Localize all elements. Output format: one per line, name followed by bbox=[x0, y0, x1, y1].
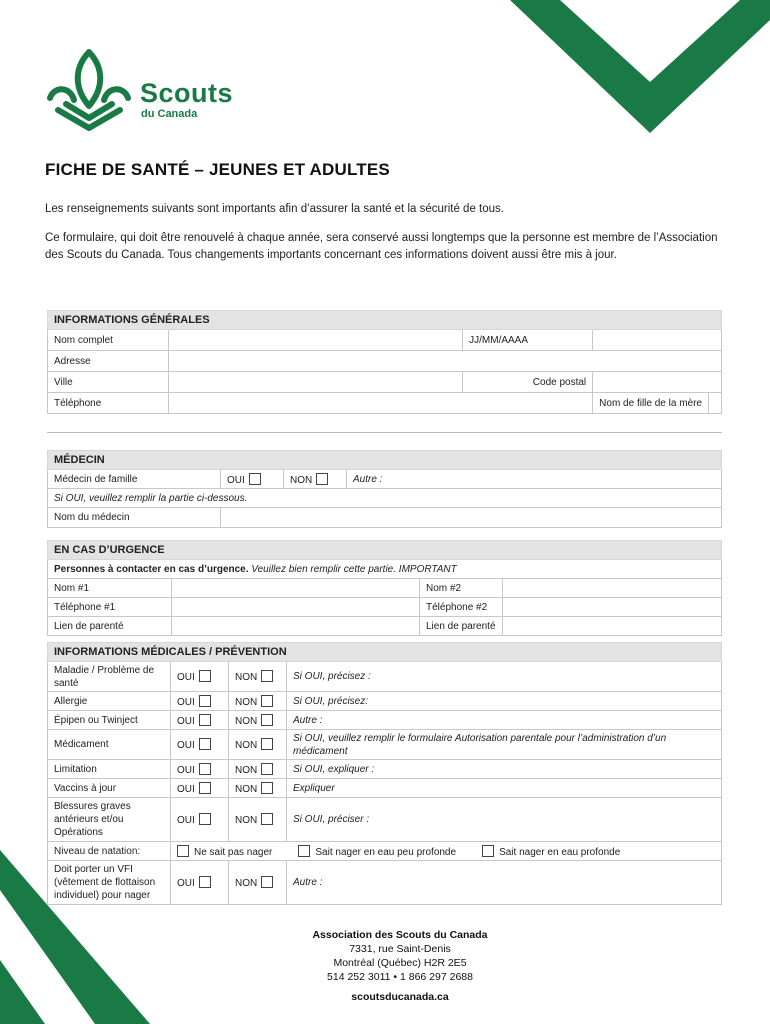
vfi-row bbox=[48, 861, 722, 905]
label-adresse: Adresse bbox=[48, 351, 169, 372]
label-nom-complet: Nom complet bbox=[48, 330, 169, 351]
field-date-naissance[interactable] bbox=[593, 330, 722, 351]
footer-address bbox=[250, 928, 550, 1004]
non-checkbox[interactable] bbox=[261, 670, 273, 682]
medical-non-option[interactable] bbox=[229, 760, 287, 779]
non-label: NON bbox=[235, 672, 258, 683]
medical-row-note[interactable]: Si OUI, préciser : bbox=[287, 798, 722, 842]
non-label: NON bbox=[235, 815, 258, 826]
non-label: NON bbox=[235, 764, 258, 776]
non-checkbox[interactable] bbox=[261, 695, 273, 707]
medecin-table bbox=[47, 450, 722, 528]
medical-non-option[interactable] bbox=[229, 798, 287, 842]
non-checkbox[interactable] bbox=[261, 782, 273, 794]
label-lien-1: Lien de parenté bbox=[48, 617, 172, 636]
oui-label: OUI bbox=[177, 696, 195, 708]
ne-sait-pas-nager-checkbox[interactable] bbox=[177, 845, 189, 857]
field-tel-2[interactable] bbox=[503, 598, 722, 617]
footer-phone: 514 252 3011 • 1 866 297 2688 bbox=[327, 971, 473, 983]
non-label: NON bbox=[290, 474, 313, 486]
urgence-persons-bold: Personnes à contacter en cas d’urgence. bbox=[54, 563, 249, 575]
oui-label: OUI bbox=[177, 715, 195, 727]
non-checkbox[interactable] bbox=[261, 714, 273, 726]
oui-checkbox[interactable] bbox=[199, 876, 211, 888]
section-divider bbox=[47, 432, 722, 433]
footer-website[interactable]: scoutsducanada.ca bbox=[351, 991, 449, 1003]
medical-row bbox=[48, 779, 722, 798]
non-label: NON bbox=[235, 783, 258, 795]
oui-checkbox[interactable] bbox=[199, 813, 211, 825]
brand-name: Scouts bbox=[140, 78, 234, 108]
oui-label: OUI bbox=[177, 783, 195, 795]
oui-label: OUI bbox=[177, 764, 195, 776]
medical-row-label: Maladie / Problème de santé bbox=[48, 662, 171, 692]
field-code-postal[interactable] bbox=[593, 372, 722, 393]
urgence-persons-note: Veuillez bien remplir cette partie. IMPORTANT bbox=[251, 563, 457, 575]
medical-row-note[interactable]: Si OUI, expliquer : bbox=[287, 760, 722, 779]
oui-checkbox[interactable] bbox=[199, 763, 211, 775]
oui-label: OUI bbox=[227, 474, 245, 486]
field-lien-2[interactable] bbox=[503, 617, 722, 636]
oui-checkbox[interactable] bbox=[199, 714, 211, 726]
vfi-label: Doit porter un VFI (vêtement de flottaison individuel) pour nager bbox=[48, 861, 171, 905]
medical-row bbox=[48, 662, 722, 692]
medical-row-note[interactable]: Autre : bbox=[287, 711, 722, 730]
oui-label: OUI bbox=[177, 878, 195, 889]
oui-checkbox[interactable] bbox=[199, 670, 211, 682]
oui-checkbox[interactable] bbox=[199, 782, 211, 794]
intro-paragraph-1: Les renseignements suivants sont importants afin d’assurer la santé et la sécurité de tous. bbox=[45, 203, 504, 215]
oui-label: OUI bbox=[177, 672, 195, 683]
medical-oui-option[interactable] bbox=[171, 730, 229, 760]
brand-subtitle: du Canada bbox=[141, 108, 198, 120]
ne-sait-pas-nager-label: Ne sait pas nager bbox=[194, 846, 273, 858]
medical-row-label: Allergie bbox=[48, 692, 171, 711]
medecin-autre[interactable]: Autre : bbox=[347, 470, 722, 489]
label-nom-fille-mere: Nom de fille de la mère bbox=[593, 393, 709, 414]
page-title: FICHE DE SANTÉ – JEUNES ET ADULTES bbox=[45, 160, 390, 179]
label-ville: Ville bbox=[48, 372, 169, 393]
general-info-table bbox=[47, 310, 722, 414]
vfi-oui-option[interactable] bbox=[171, 861, 229, 905]
scouts-logo bbox=[44, 48, 244, 138]
label-nom-2: Nom #2 bbox=[420, 579, 503, 598]
non-label: NON bbox=[235, 715, 258, 727]
natation-label: Niveau de natation: bbox=[48, 842, 171, 861]
label-tel-2: Téléphone #2 bbox=[420, 598, 503, 617]
intro-paragraph-2: Ce formulaire, qui doit être renouvelé à chaque année, sera conservé aussi longtemps que la personne est membre de l’Association des Scouts du Canada. Tous changements importants concernant ces informations doivent aussi être mis à jour. bbox=[45, 232, 718, 261]
urgence-header: EN CAS D’URGENCE bbox=[48, 541, 722, 560]
eau-profonde-checkbox[interactable] bbox=[482, 845, 494, 857]
medical-row-note[interactable]: Si OUI, veuillez remplir le formulaire Autorisation parentale pour l’administration d’un médicament bbox=[287, 730, 722, 760]
urgence-instructions bbox=[48, 560, 722, 579]
medical-row bbox=[48, 760, 722, 779]
field-nom-2[interactable] bbox=[503, 579, 722, 598]
eau-peu-profonde-checkbox[interactable] bbox=[298, 845, 310, 857]
footer-address-2: Montréal (Québec) H2R 2E5 bbox=[333, 957, 467, 969]
label-date-format: JJ/MM/AAAA bbox=[463, 330, 593, 351]
medical-row bbox=[48, 798, 722, 842]
non-label: NON bbox=[235, 696, 258, 708]
non-label: NON bbox=[235, 878, 258, 889]
medical-row-note[interactable]: Expliquer bbox=[287, 779, 722, 798]
medical-oui-option[interactable] bbox=[171, 692, 229, 711]
medecin-note: Si OUI, veuillez remplir la partie ci-dessous. bbox=[48, 489, 722, 508]
medical-oui-option[interactable] bbox=[171, 711, 229, 730]
medical-row bbox=[48, 692, 722, 711]
field-adresse[interactable] bbox=[169, 351, 722, 372]
medical-oui-option[interactable] bbox=[171, 779, 229, 798]
medical-non-option[interactable] bbox=[229, 711, 287, 730]
oui-checkbox[interactable] bbox=[199, 738, 211, 750]
oui-label: OUI bbox=[177, 740, 195, 751]
natation-options bbox=[171, 842, 722, 861]
non-checkbox[interactable] bbox=[261, 876, 273, 888]
medical-row-note[interactable]: Si OUI, précisez : bbox=[287, 662, 722, 692]
field-nom-fille-mere[interactable] bbox=[709, 393, 722, 414]
medical-row-label: Médicament bbox=[48, 730, 171, 760]
vfi-note[interactable]: Autre : bbox=[287, 861, 722, 905]
medical-non-option[interactable] bbox=[229, 779, 287, 798]
label-tel-1: Téléphone #1 bbox=[48, 598, 172, 617]
medical-non-option[interactable] bbox=[229, 692, 287, 711]
label-lien-2: Lien de parenté bbox=[420, 617, 503, 636]
medical-oui-option[interactable] bbox=[171, 662, 229, 692]
medical-oui-option[interactable] bbox=[171, 798, 229, 842]
field-lien-1[interactable] bbox=[172, 617, 420, 636]
footer-address-1: 7331, rue Saint-Denis bbox=[349, 943, 451, 955]
oui-checkbox[interactable] bbox=[199, 695, 211, 707]
fleur-de-lis-icon bbox=[44, 48, 134, 134]
eau-profonde-label: Sait nager en eau profonde bbox=[499, 846, 621, 858]
urgence-table bbox=[47, 540, 722, 636]
medical-header: INFORMATIONS MÉDICALES / PRÉVENTION bbox=[48, 643, 722, 662]
medical-non-option[interactable] bbox=[229, 662, 287, 692]
medical-row bbox=[48, 711, 722, 730]
medecin-non-option[interactable] bbox=[284, 470, 347, 489]
eau-peu-profonde-label: Sait nager en eau peu profonde bbox=[315, 846, 457, 858]
field-ville[interactable] bbox=[169, 372, 463, 393]
non-checkbox[interactable] bbox=[261, 763, 273, 775]
non-checkbox[interactable] bbox=[261, 813, 273, 825]
field-nom-complet[interactable] bbox=[169, 330, 463, 351]
medical-row-label: Blessures graves antérieurs et/ou Opérations bbox=[48, 798, 171, 842]
label-nom-1: Nom #1 bbox=[48, 579, 172, 598]
general-info-header: INFORMATIONS GÉNÉRALES bbox=[48, 311, 722, 330]
corner-chevron-top-right bbox=[500, 0, 770, 140]
medical-non-option[interactable] bbox=[229, 730, 287, 760]
medecin-header: MÉDECIN bbox=[48, 451, 722, 470]
medecin-oui-option[interactable] bbox=[221, 470, 284, 489]
vfi-non-option[interactable] bbox=[229, 861, 287, 905]
field-tel-1[interactable] bbox=[172, 598, 420, 617]
oui-label: OUI bbox=[177, 815, 195, 826]
medical-oui-option[interactable] bbox=[171, 760, 229, 779]
footer-org: Association des Scouts du Canada bbox=[312, 929, 488, 941]
label-medecin-famille: Médecin de famille bbox=[48, 470, 221, 489]
label-telephone: Téléphone bbox=[48, 393, 169, 414]
medical-row-label: Épipen ou Twinject bbox=[48, 711, 171, 730]
medical-row-note[interactable]: Si OUI, précisez: bbox=[287, 692, 722, 711]
medical-row-label: Limitation bbox=[48, 760, 171, 779]
non-checkbox[interactable] bbox=[316, 473, 328, 485]
natation-row bbox=[48, 842, 722, 861]
label-nom-medecin: Nom du médecin bbox=[48, 508, 221, 528]
field-telephone[interactable] bbox=[169, 393, 593, 414]
medical-row-label: Vaccins à jour bbox=[48, 779, 171, 798]
medical-row bbox=[48, 730, 722, 760]
oui-checkbox[interactable] bbox=[249, 473, 261, 485]
non-label: NON bbox=[235, 740, 258, 751]
label-code-postal: Code postal bbox=[463, 372, 593, 393]
non-checkbox[interactable] bbox=[261, 738, 273, 750]
medical-table bbox=[47, 642, 722, 905]
field-nom-1[interactable] bbox=[172, 579, 420, 598]
field-nom-medecin[interactable] bbox=[221, 508, 722, 528]
